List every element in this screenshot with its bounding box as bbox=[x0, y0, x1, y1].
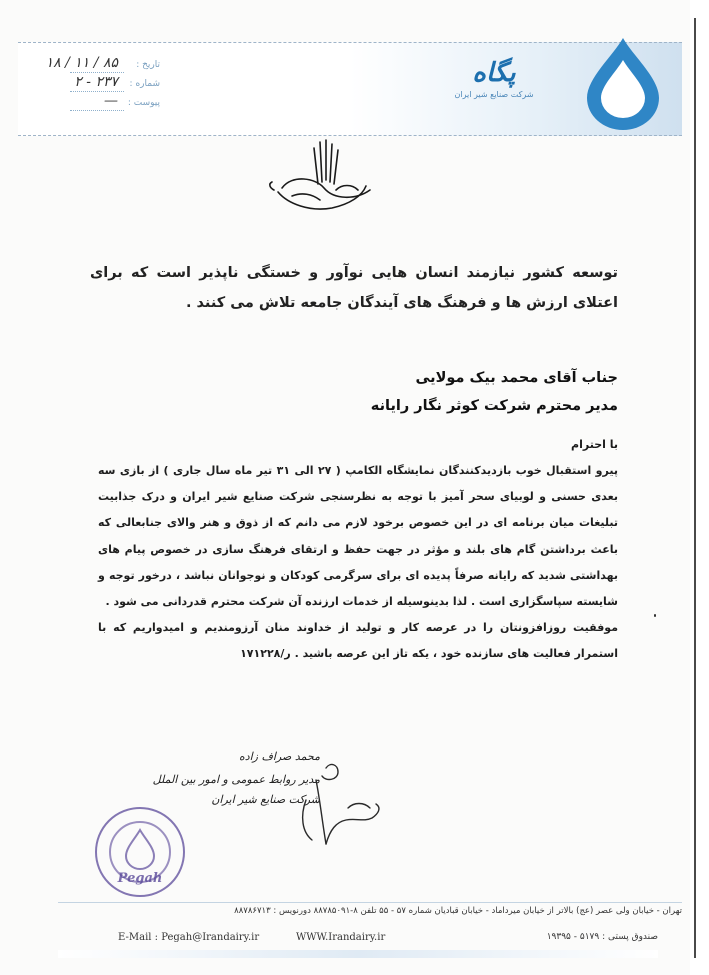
meta-date-value: ۸۵ / ۱۱ / ۱۸ bbox=[45, 55, 118, 71]
brand-block bbox=[444, 58, 544, 99]
signatory-company: شرکت صنایع شیر ایران bbox=[211, 793, 320, 806]
scan-speck bbox=[654, 614, 656, 617]
footer-contact bbox=[118, 932, 658, 948]
stamp-text: Pegah bbox=[117, 871, 163, 886]
meta-attachment-line bbox=[70, 110, 124, 111]
brand-name: پگاه bbox=[472, 58, 516, 88]
handwritten-signature-icon bbox=[286, 760, 396, 850]
footer-divider bbox=[58, 902, 682, 903]
recipient-block bbox=[200, 364, 618, 420]
footer-email: E-Mail : Pegah@Irandairy.ir bbox=[118, 932, 260, 943]
letter-body bbox=[98, 458, 618, 668]
meta-attachment-label: پیوست : bbox=[127, 98, 160, 108]
letter-meta bbox=[26, 55, 166, 115]
besmellah-calligraphy-icon bbox=[262, 138, 382, 216]
slogan: توسعه کشور نیازمند انسان هایی نوآور و خستگی ناپذیر است که برای اعتلای ارزش ها و فرهنگ های آیندگان جامعه تلاش می کنند . bbox=[90, 265, 618, 311]
greeting: با احترام bbox=[571, 438, 618, 451]
milk-drop-logo-icon bbox=[581, 34, 665, 132]
brand-subtitle: شرکت صنایع شیر ایران bbox=[454, 90, 534, 99]
recipient-title: مدیر محترم شرکت کوثر نگار رایانه bbox=[370, 398, 618, 414]
meta-date-label: تاریخ : bbox=[136, 60, 160, 70]
meta-number-label: شماره : bbox=[129, 79, 160, 89]
meta-number-line bbox=[70, 91, 124, 92]
meta-date-line bbox=[70, 72, 124, 73]
footer-address: تهران - خیابان ولی عصر (عج) بالاتر از خیابان میرداماد - خیابان قبادیان شماره ۵۷ - ۵۵ تلفن ۸-۸۸۷۸۵۰۹۱ دورنویس : ۸۸۷۸۶۷۱۳ bbox=[234, 906, 682, 916]
meta-attachment-value: — bbox=[104, 93, 118, 109]
signatory-title-line: مدیر روابط عمومی و امور بین الملل bbox=[152, 773, 320, 786]
company-stamp-icon bbox=[92, 804, 188, 900]
footer-band bbox=[58, 950, 658, 958]
page-edge-rule bbox=[694, 18, 696, 958]
footer-website: WWW.Irandairy.ir bbox=[296, 932, 386, 943]
meta-attachment-row bbox=[26, 93, 166, 115]
body-paragraph: موفقیت روزافزونتان را در عرصه کار و تولید از خداوند منان آرزومندیم و امیدواریم که با استمرار فعالیت های سازنده خود ، یکه تاز این عرصه باشید . ر/۱۷۱۲۲۸ bbox=[98, 621, 618, 661]
footer-pobox: صندوق پستی : ۵۱۷۹ - ۱۹۳۹۵ bbox=[546, 932, 658, 942]
signatory-name: محمد صراف زاده bbox=[238, 750, 320, 763]
body-paragraph: پیرو استقبال خوب بازدیدکنندگان نمایشگاه الکامپ ( ۲۷ الی ۳۱ تیر ماه سال جاری ) از بازی سه بعدی حسنی و لوبیای سحر آمیز با توجه به نظرسنجی شرکت صنایع شیر ایران و درک جذابیت تبلیغات میان برنامه ای در این خصوص برخود لازم می دانم که از ذوق و هنر والای جنابعالی که باعث برداشتن گام های بلند و مؤثر در جهت حفظ و ارتقای فرهنگ سازی در خصوص پیام های بهداشتی شدید که رایانه صرفاً پدیده ای برای سرگرمی کودکان و نوجوانان نباشد ، درخور توجه و شایسته سپاسگزاری است . لذا بدینوسیله از خدمات ارزنده آن شرکت محترم قدردانی می شود . bbox=[98, 464, 618, 609]
recipient-name: جناب آقای محمد بیک مولایی bbox=[415, 370, 618, 386]
meta-number-value: ۲۳۷ - ۲ bbox=[74, 74, 118, 90]
